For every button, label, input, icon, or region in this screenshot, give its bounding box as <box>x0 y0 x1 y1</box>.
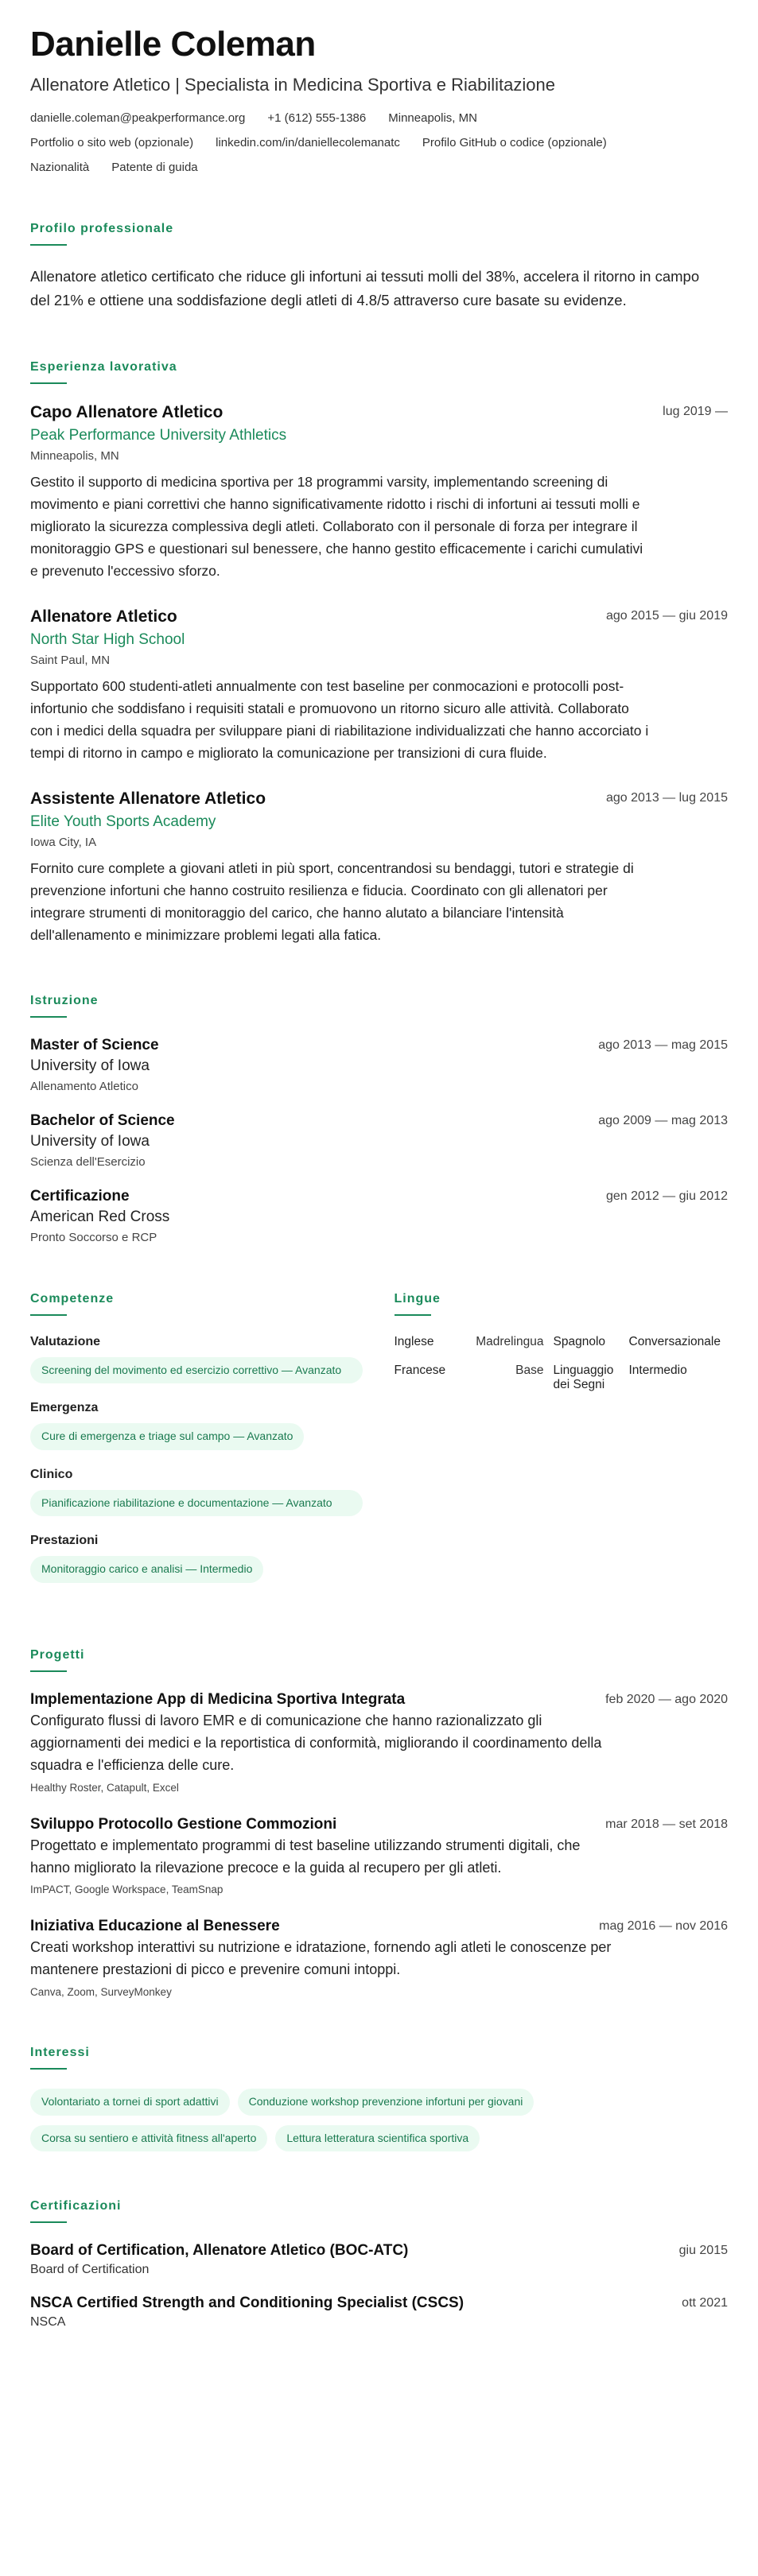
skill-category <box>30 1534 363 1583</box>
section-title-certifications: Certificazioni <box>30 2199 122 2213</box>
project-date: mar 2018 — set 2018 <box>605 1817 728 1831</box>
interests-section <box>30 2046 728 2151</box>
education-field: Allenamento Atletico <box>30 1079 138 1093</box>
job-description: Fornito cure complete a giovani atleti in più sport, concentrandosi su bendaggi, tutori e strategie di prevenzione infortuni che hanno costruito resilienza e fiducia. Coordinato con gli allenatori per integrare strumenti di monitoraggio del carico, che hanno alutato a bilanciare l'intensità dell'allenamento e minimizzare problemi legati alla fatica. <box>30 859 634 943</box>
section-divider <box>30 382 67 384</box>
contact-row-primary <box>30 111 728 125</box>
contact-portfolio[interactable]: Portfolio o sito web (opzionale) <box>30 136 194 150</box>
certification-date: giu 2015 <box>678 2244 728 2258</box>
contact-nationality: Nazionalità <box>30 161 90 175</box>
job-date: lug 2019 — <box>663 404 728 418</box>
education-degree: Master of Science <box>30 1036 159 1053</box>
section-divider <box>30 2068 67 2070</box>
project-date: mag 2016 — nov 2016 <box>599 1919 728 1934</box>
skill-pill: Screening del movimento ed esercizio correttivo — Avanzato <box>30 1357 363 1384</box>
section-title-interests: Interessi <box>30 2046 90 2060</box>
certification-entry <box>30 2295 728 2330</box>
project-description: Creati workshop interattivi su nutrizione e idratazione, fornendo agli atleti le conoscenze per mantenere prestazioni di picco e prevenire comuni intoppi. <box>30 1939 612 1978</box>
candidate-headline: Allenatore Atletico | Specialista in Medicina Sportiva e Riabilitazione <box>30 75 555 95</box>
job-entry <box>30 607 728 764</box>
education-entry <box>30 1037 728 1093</box>
section-title-education: Istruzione <box>30 993 99 1007</box>
projects-section <box>30 1648 728 1998</box>
project-title: Iniziativa Educazione al Benessere <box>30 1918 280 1935</box>
project-title: Sviluppo Protocollo Gestione Commozioni <box>30 1815 337 1833</box>
certification-title: NSCA Certified Strength and Conditioning Specialist (CSCS) <box>30 2295 465 2312</box>
job-location: Iowa City, IA <box>30 835 97 849</box>
interests-list <box>30 2089 651 2151</box>
experience-section <box>30 360 728 946</box>
interest-pill: Volontariato a tornei di sport adattivi <box>30 2089 230 2116</box>
interest-pill: Conduzione workshop prevenzione infortuni per giovani <box>238 2089 534 2116</box>
skill-category-name: Prestazioni <box>30 1534 99 1548</box>
language-level: Base <box>515 1363 544 1377</box>
education-entry <box>30 1112 728 1169</box>
skill-category-name: Emergenza <box>30 1401 99 1415</box>
project-date: feb 2020 — ago 2020 <box>605 1692 728 1706</box>
language-level: Madrelingua <box>476 1334 544 1348</box>
education-section <box>30 994 728 1244</box>
skill-pill: Monitoraggio carico e analisi — Intermedio <box>30 1556 263 1583</box>
education-school: American Red Cross <box>30 1208 170 1225</box>
summary-text: Allenatore atletico certificato che riduce gli infortuni ai tessuti molli del 38%, accelera il ritorno in campo del 21% e ottiene una soddisfazione degli atleti di 4.8/5 attraverso cure basate su evidenze. <box>30 268 700 308</box>
language-name: Spagnolo <box>553 1334 606 1348</box>
contact-location: Minneapolis, MN <box>388 111 477 126</box>
certification-date: ott 2021 <box>682 2296 728 2310</box>
skill-pill: Cure di emergenza e triage sul campo — Avanzato <box>30 1423 304 1450</box>
section-divider <box>30 2221 67 2223</box>
job-date: ago 2013 — lug 2015 <box>605 790 728 805</box>
project-entry <box>30 1691 728 1794</box>
language-level: Conversazionale <box>628 1334 721 1348</box>
job-entry <box>30 789 728 946</box>
certification-entry <box>30 2242 728 2277</box>
job-description: Supportato 600 studenti-atleti annualmente con test baseline per conmocazioni e protocolli post-infortunio che soddisfano i requisiti statali e promuovono un ritorno sicuro alle attività. Collaborato con i medici della squadra per sviluppare piani di riabilitazione individualizzati che hanno accorciato i tempi di ritorno in campo e migliorato la comunicazione per transizioni di cura fluide. <box>30 677 649 761</box>
section-title-projects: Progetti <box>30 1647 85 1662</box>
section-divider <box>30 244 67 246</box>
job-title: Allenatore Atletico <box>30 607 177 626</box>
job-description: Gestito il supporto di medicina sportiva per 18 programmi varsity, implementando screening di movimento e piani correttivi che hanno significativamente ridotto i rischi di infortuni ai tessuti molli e migliorato la sicurezza complessiva degli atleti. Collaborato con il personale di forza per integrare il monitoraggio GPS e questionari sul benessere, che hanno gestito efficacemente i carichi cumulativi e prevenuto l'eccessivo sforzo. <box>30 473 643 579</box>
contact-linkedin[interactable]: linkedin.com/in/daniellecolemanatc <box>216 136 400 150</box>
section-divider <box>30 1314 67 1316</box>
skill-category <box>30 1468 363 1517</box>
job-location: Saint Paul, MN <box>30 653 111 667</box>
project-entry <box>30 1918 728 1998</box>
job-company: Peak Performance University Athletics <box>30 426 287 444</box>
candidate-name: Danielle Coleman <box>30 25 316 64</box>
job-company: Elite Youth Sports Academy <box>30 813 216 830</box>
education-field: Pronto Soccorso e RCP <box>30 1230 157 1244</box>
skill-category-name: Clinico <box>30 1467 73 1481</box>
certification-title: Board of Certification, Allenatore Atletico (BOC-ATC) <box>30 2242 409 2260</box>
interest-pill: Corsa su sentiero e attività fitness all'aperto <box>30 2125 267 2152</box>
certification-issuer: NSCA <box>30 2315 66 2330</box>
skill-pill: Pianificazione riabilitazione e documentazione — Avanzato <box>30 1490 363 1517</box>
job-company: North Star High School <box>30 630 185 648</box>
contact-row-extra <box>30 161 728 174</box>
skills-section <box>30 1292 363 1600</box>
education-degree: Certificazione <box>30 1187 130 1205</box>
language-name: Inglese <box>394 1334 434 1348</box>
contact-driving-license: Patente di guida <box>111 161 198 175</box>
section-title-summary: Profilo professionale <box>30 222 174 236</box>
section-title-skills: Competenze <box>30 1291 115 1305</box>
job-title: Assistente Allenatore Atletico <box>30 789 266 808</box>
contact-phone[interactable]: +1 (612) 555-1386 <box>267 111 367 126</box>
skill-category-name: Valutazione <box>30 1334 101 1348</box>
education-degree: Bachelor of Science <box>30 1111 175 1129</box>
education-date: ago 2009 — mag 2013 <box>598 1113 728 1127</box>
language-name: Francese <box>394 1363 446 1377</box>
languages-grid <box>395 1335 729 1392</box>
section-title-languages: Lingue <box>394 1291 441 1305</box>
skills-languages-row <box>30 1292 728 1600</box>
project-tools: Canva, Zoom, SurveyMonkey <box>30 1986 172 1999</box>
skill-category <box>30 1401 363 1450</box>
project-title: Implementazione App di Medicina Sportiva Integrata <box>30 1690 406 1708</box>
section-title-experience: Esperienza lavorativa <box>30 359 177 374</box>
job-date: ago 2015 — giu 2019 <box>605 608 728 623</box>
job-title: Capo Allenatore Atletico <box>30 402 224 421</box>
interest-pill: Lettura letteratura scientifica sportiva <box>275 2125 480 2152</box>
skill-category <box>30 1335 363 1384</box>
education-school: University of Iowa <box>30 1057 150 1074</box>
education-school: University of Iowa <box>30 1132 150 1150</box>
contact-github[interactable]: Profilo GitHub o codice (opzionale) <box>422 136 607 150</box>
education-date: ago 2013 — mag 2015 <box>598 1038 728 1052</box>
education-entry <box>30 1188 728 1244</box>
section-divider <box>30 1016 67 1018</box>
section-divider <box>395 1314 431 1316</box>
resume-header <box>30 25 728 174</box>
job-location: Minneapolis, MN <box>30 448 119 463</box>
project-tools: ImPACT, Google Workspace, TeamSnap <box>30 1884 224 1896</box>
section-divider <box>30 1670 67 1672</box>
contact-row-links <box>30 136 728 149</box>
job-entry <box>30 403 728 582</box>
project-description: Progettato e implementato programmi di test baseline utilizzando strumenti digitali, che hanno migliorato la rilevazione precoce e la guida al recupero per gli atleti. <box>30 1837 581 1876</box>
language-level: Intermedio <box>628 1363 687 1377</box>
summary-section <box>30 222 728 312</box>
project-description: Configurato flussi di lavoro EMR e di comunicazione che hanno razionalizzato gli aggiornamenti dei medici e la reportistica di conformità, migliorando il coordinamento della squadra e l'efficienza delle cure. <box>30 1712 602 1773</box>
education-field: Scienza dell'Esercizio <box>30 1154 146 1169</box>
certifications-section <box>30 2199 728 2330</box>
project-entry <box>30 1816 728 1896</box>
project-tools: Healthy Roster, Catapult, Excel <box>30 1781 179 1794</box>
language-name: Linguaggio dei Segni <box>553 1363 614 1391</box>
languages-section <box>395 1292 729 1600</box>
education-date: gen 2012 — giu 2012 <box>605 1189 728 1203</box>
contact-email[interactable]: danielle.coleman@peakperformance.org <box>30 111 246 126</box>
certification-issuer: Board of Certification <box>30 2263 150 2277</box>
